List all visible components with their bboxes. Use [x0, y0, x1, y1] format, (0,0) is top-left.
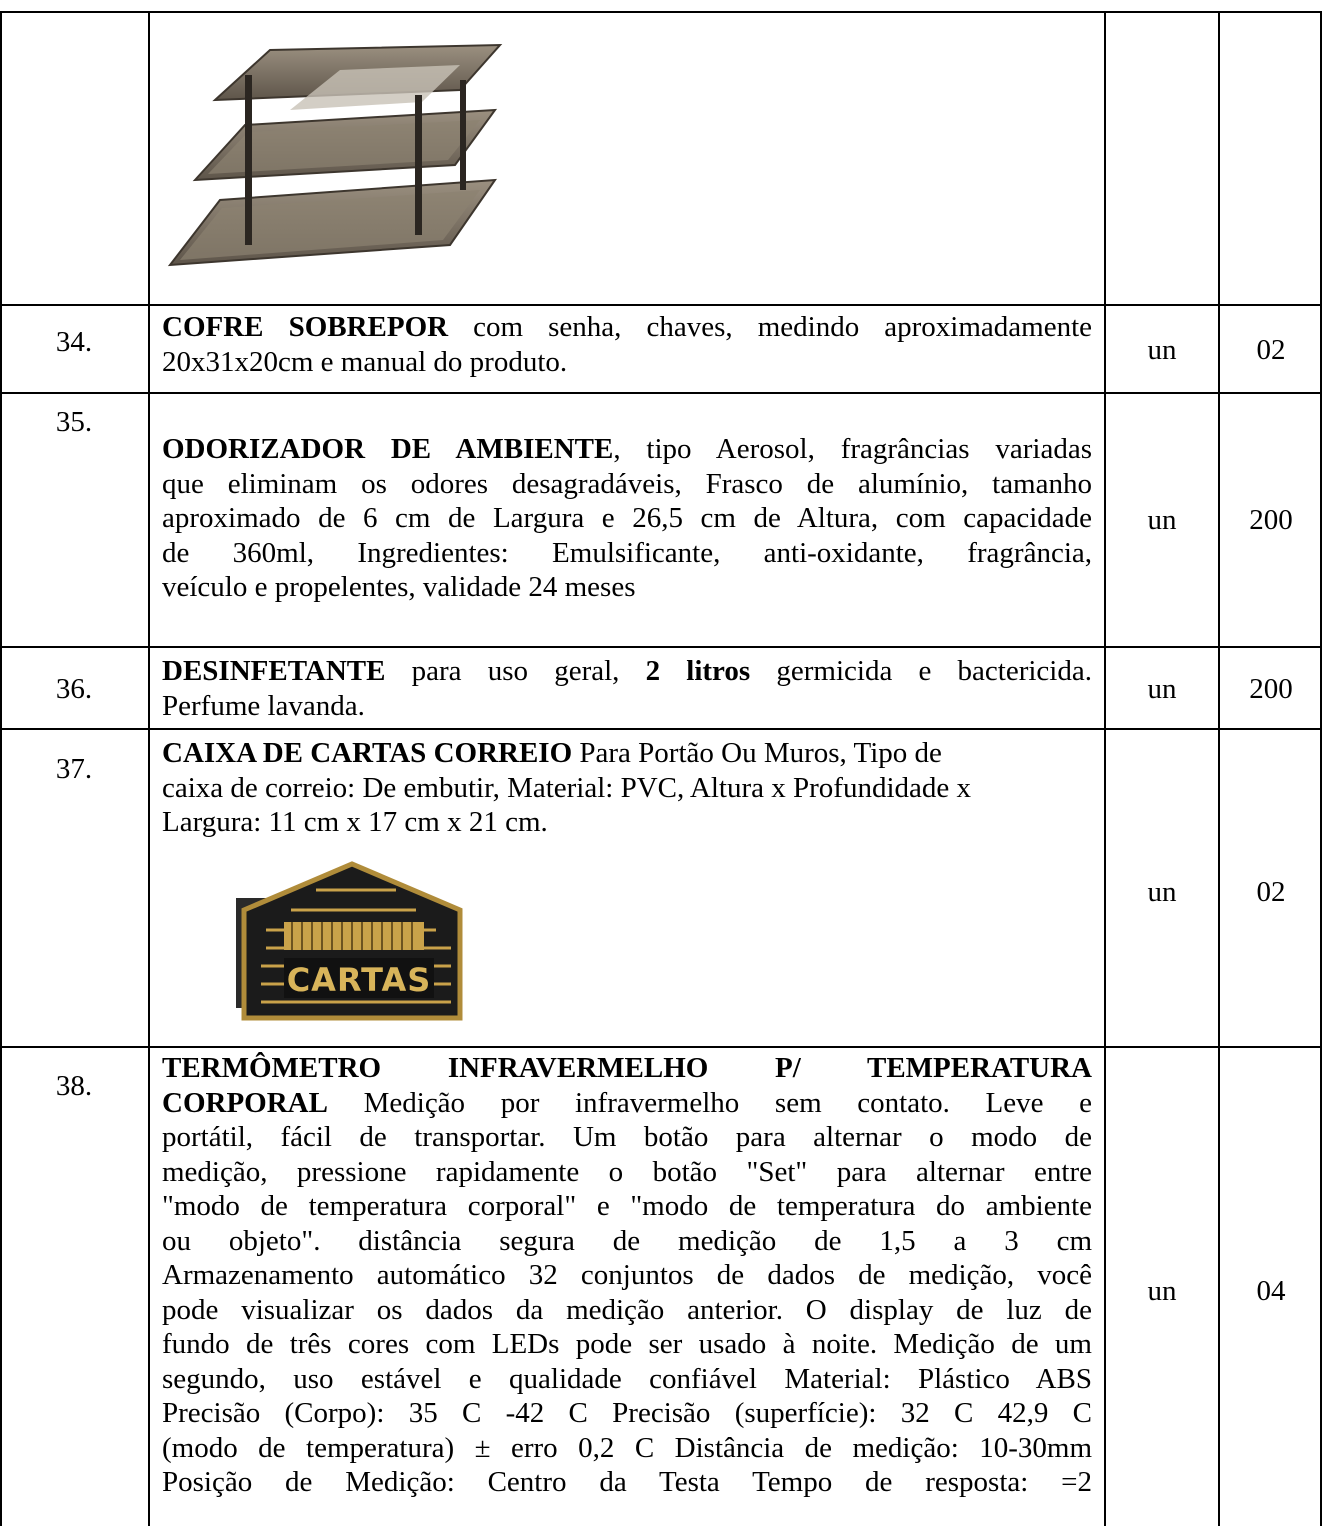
- item-title-34: COFRE SOBREPOR: [162, 311, 449, 343]
- row-divider-37: [0, 1046, 1322, 1048]
- item-unit-34: un: [1147, 334, 1177, 366]
- document-tray-image: [160, 40, 505, 280]
- item-37-line-2: caixa de correio: De embutir, Material: PVC, Altura x Profundidade x: [162, 771, 971, 804]
- item-title-38: TERMÔMETRO INFRAVERMELHO P/ TEMPERATURA: [162, 1052, 1092, 1084]
- item-37-line-3: Largura: 11 cm x 17 cm x 21 cm.: [162, 806, 548, 838]
- item-qty-38: 04: [1256, 1275, 1286, 1307]
- item-description-36: [162, 654, 1092, 723]
- item-38-line-13: Posição de Medição: Centro da Testa Tempo de resposta: =2: [162, 1466, 1092, 1498]
- item-description-34: [162, 310, 1092, 379]
- item-description-38: [162, 1051, 1092, 1500]
- item-35-line-1: ODORIZADOR DE AMBIENTE, tipo Aerosol, fragrâncias variadas: [162, 433, 1092, 465]
- item-35-line-5: veículo e propelentes, validade 24 meses: [162, 571, 636, 603]
- row-divider-36: [0, 728, 1322, 730]
- item-38-line-1: [162, 1051, 1092, 1086]
- item-number-36: 36.: [55, 673, 93, 705]
- table-top-border: [0, 11, 1322, 13]
- item-35-line-4: de 360ml, Ingredientes: Emulsificante, anti-oxidante, fragrância,: [162, 536, 1092, 569]
- row-divider-35: [0, 646, 1322, 648]
- mailbox-image: [236, 860, 468, 1032]
- item-title-36: DESINFETANTE: [162, 655, 386, 687]
- item-37-line-1: CAIXA DE CARTAS CORREIO Para Portão Ou Muros, Tipo de: [162, 737, 942, 769]
- item-38-line-7: Armazenamento automático 32 conjuntos de dados de medição, você: [162, 1259, 1092, 1291]
- item-35-line-3: aproximado de 6 cm de Largura e 26,5 cm de Altura, com capacidade: [162, 502, 1092, 534]
- item-title-35: ODORIZADOR DE AMBIENTE: [162, 433, 614, 465]
- item-number-37: 37.: [55, 753, 93, 785]
- item-38-line-8: pode visualizar os dados da medição anterior. O display de luz de: [162, 1293, 1092, 1326]
- item-unit-35: un: [1147, 504, 1177, 536]
- item-38-line-3: portátil, fácil de transportar. Um botão para alternar o modo de: [162, 1121, 1092, 1153]
- item-38-line-11: Precisão (Corpo): 35 C -42 C Precisão (superfície): 32 C 42,9 C: [162, 1397, 1092, 1429]
- item-34-line-1: COFRE SOBREPOR com senha, chaves, medindo aproximadamente: [162, 311, 1092, 343]
- item-unit-36: un: [1147, 673, 1177, 705]
- item-qty-35: 200: [1249, 504, 1293, 536]
- item-unit-37: un: [1147, 876, 1177, 908]
- item-number-34: 34.: [55, 326, 93, 358]
- col-border-number: [148, 11, 150, 1526]
- item-description-35: [162, 432, 1092, 605]
- item-38-line-6: ou objeto". distância segura de medição de 1,5 a 3 cm: [162, 1224, 1092, 1257]
- item-description-37: [162, 736, 1042, 840]
- mailbox-label: CARTAS: [286, 961, 432, 999]
- item-qty-36: 200: [1249, 673, 1293, 705]
- item-38-line-10: segundo, uso estável e qualidade confiável Material: Plástico ABS: [162, 1362, 1092, 1395]
- item-36-line-2: Perfume lavanda.: [162, 689, 365, 722]
- item-38-line-12: (modo de temperatura) ± erro 0,2 C Distância de medição: 10-30mm: [162, 1431, 1092, 1464]
- item-38-line-4: medição, pressione rapidamente o botão "Set" para alternar entre: [162, 1155, 1092, 1188]
- item-unit-38: un: [1147, 1275, 1177, 1307]
- item-qty-34: 02: [1256, 334, 1286, 366]
- item-number-38: 38.: [55, 1070, 93, 1102]
- row-divider-34: [0, 392, 1322, 394]
- item-36-line-1: DESINFETANTE para uso geral, 2 litros germicida e bactericida.: [162, 655, 1092, 687]
- item-38-line-5: "modo de temperatura corporal" e "modo de temperatura do ambiente: [162, 1190, 1092, 1222]
- item-38-line-9: fundo de três cores com LEDs pode ser usado à noite. Medição de um: [162, 1328, 1092, 1360]
- item-number-35: 35.: [55, 406, 93, 438]
- item-35-line-2: que eliminam os odores desagradáveis, Frasco de alumínio, tamanho: [162, 467, 1092, 500]
- item-title-37: CAIXA DE CARTAS CORREIO: [162, 737, 573, 769]
- item-qty-37: 02: [1256, 876, 1286, 908]
- item-38-line-2: CORPORAL Medição por infravermelho sem contato. Leve e: [162, 1086, 1092, 1119]
- item-34-line-2: 20x31x20cm e manual do produto.: [162, 345, 568, 378]
- row-divider-tray: [0, 304, 1322, 306]
